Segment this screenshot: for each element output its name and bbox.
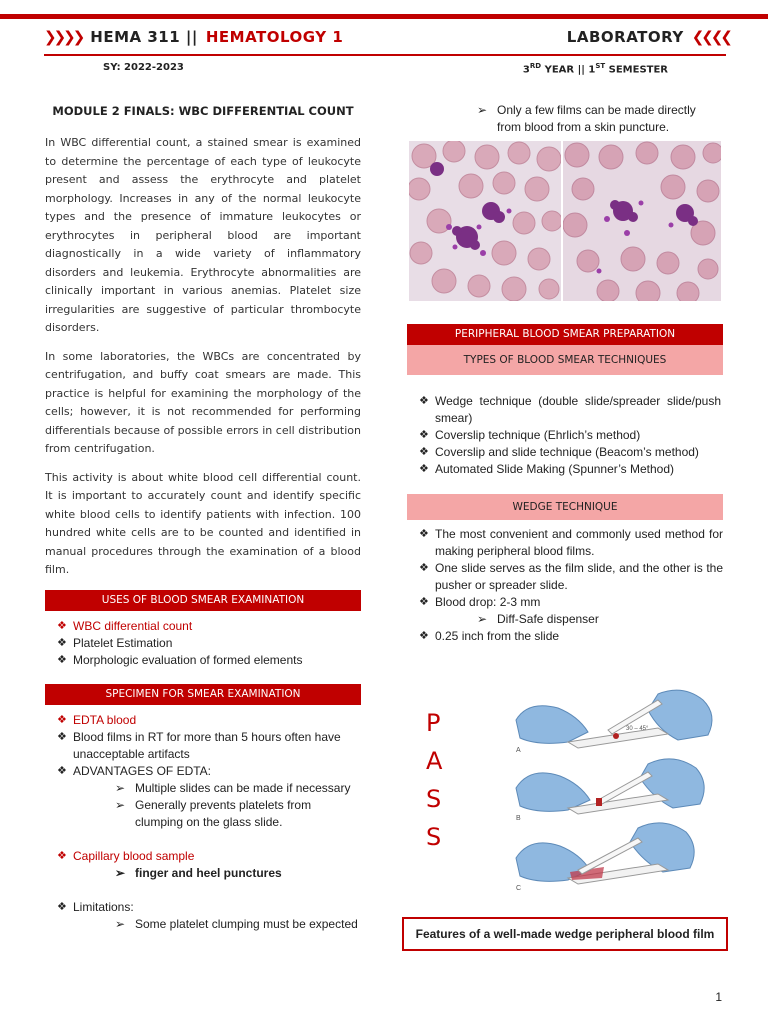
wedge-technique-illustration <box>508 680 728 895</box>
right-column <box>407 102 723 136</box>
chevrons-right-icon: ❯❯❯❯ <box>44 28 83 46</box>
figure-label-c: C <box>516 885 522 892</box>
diamond-bullet-icon: ❖ <box>57 764 67 777</box>
list-item: ❖ Limitations: <box>57 899 134 914</box>
list-item: ❖ The most convenient and commonly used method for making peripheral blood films. <box>419 527 723 558</box>
diamond-bullet-icon: ❖ <box>57 849 67 862</box>
limitations-sublist <box>45 916 361 933</box>
page-number: 1 <box>715 990 722 1004</box>
module-title: MODULE 2 FINALS: WBC DIFFERENTIAL COUNT <box>52 104 354 118</box>
list-item: ➢ Multiple slides can be made if necessary <box>115 780 351 795</box>
list-item: ❖ ADVANTAGES OF EDTA: <box>57 763 212 778</box>
arrow-bullet-icon: ➢ <box>115 780 126 795</box>
step-b-illustration <box>516 759 704 822</box>
section-title: LABORATORY <box>566 28 684 46</box>
diamond-bullet-icon: ❖ <box>57 713 67 726</box>
wedge-list <box>407 526 723 611</box>
list-item: ❖ Coverslip and slide technique (Beacom’s method) <box>419 445 699 459</box>
diamond-bullet-icon: ❖ <box>57 730 67 743</box>
dispenser-list <box>407 611 723 628</box>
diamond-bullet-icon: ❖ <box>419 630 429 642</box>
list-item: ➢ Some platelet clumping must be expected <box>115 916 358 931</box>
school-year: SY: 2022-2023 <box>103 62 184 73</box>
list-item: ❖ 0.25 inch from the slide <box>419 629 560 643</box>
specimen-banner: SPECIMEN FOR SMEAR EXAMINATION <box>45 684 361 705</box>
arrow-bullet-icon: ➢ <box>115 916 126 931</box>
capillary-list <box>45 848 361 865</box>
list-item: ❖ Blood films in RT for more than 5 hours often have unacceptable artifacts <box>57 729 341 761</box>
year-semester: 3RD YEAR || 1ST SEMESTER <box>522 62 668 76</box>
diamond-bullet-icon: ❖ <box>419 463 429 475</box>
buffy-coat-paragraph: In some laboratories, the WBCs are concentrated by centrifugation, and buffy coat smears are made. This practice is helpful for examining the morphology of the cells; however, it is not recommended for performing differentials because of possible errors in cell distribution from centrifugation. <box>45 349 361 455</box>
list-item: ❖ Morphologic evaluation of formed elements <box>57 652 303 667</box>
capillary-sublist <box>45 865 361 882</box>
limitations-list <box>45 899 361 916</box>
diamond-bullet-icon: ❖ <box>57 619 67 632</box>
diamond-bullet-icon: ❖ <box>419 429 429 441</box>
distance-list <box>407 628 723 645</box>
diamond-bullet-icon: ❖ <box>419 596 429 608</box>
features-caption-box: Features of a well-made wedge peripheral blood film <box>402 917 728 951</box>
activity-paragraph: This activity is about white blood cell differential count. It is important to accurately count and identify specific white blood cells to identify patients with infection. 100 hundred white cells are to be counted and identified in manual procedures through the examination of a blood film. <box>45 470 361 576</box>
blood-smear-micrograph-right <box>563 141 721 301</box>
diamond-bullet-icon: ❖ <box>419 395 429 407</box>
header-divider <box>44 54 726 56</box>
top-accent-bar <box>0 14 768 19</box>
diamond-bullet-icon: ❖ <box>57 900 67 913</box>
wedge-banner: WEDGE TECHNIQUE <box>407 494 723 520</box>
arrow-bullet-icon: ➢ <box>115 865 126 880</box>
blood-smear-micrograph-left <box>409 141 561 301</box>
advantages-list <box>45 780 361 831</box>
types-list <box>407 393 723 478</box>
films-note-list <box>407 102 723 136</box>
list-item: ❖ Automated Slide Making (Spunner’s Method) <box>419 462 675 476</box>
list-item: ❖ Blood drop: 2-3 mm <box>419 595 541 609</box>
diamond-bullet-icon: ❖ <box>57 636 67 649</box>
uses-list <box>45 618 361 669</box>
list-item: ❖ Platelet Estimation <box>57 635 173 650</box>
arrow-bullet-icon: ➢ <box>477 103 488 117</box>
types-banner: TYPES OF BLOOD SMEAR TECHNIQUES <box>407 345 723 375</box>
list-item: ❖ Coverslip technique (Ehrlich’s method) <box>419 428 641 442</box>
list-item: ❖ Capillary blood sample <box>57 848 195 863</box>
list-item: ➢ Only a few films can be made directly from blood from a skin puncture. <box>477 103 696 134</box>
list-item: ➢ Diff-Safe dispenser <box>477 612 599 626</box>
course-code: HEMA 311 || <box>90 28 198 46</box>
course-name: HEMATOLOGY 1 <box>205 28 344 46</box>
header-right <box>567 28 730 46</box>
intro-paragraph: In WBC differential count, a stained smear is examined to determine the percentage of each type of leukocyte present and assess the erythrocyte and platelet morphology. Increases in any of the normal leukocyte types and the presence of immature leukocytes or erythrocytes in peripheral blood are important diagnostically in a wide variety of inflammatory disorders and leukemia. Erythrocyte abnormalities are clinically important in various anemias. Platelet size irregularities are suggestive of particular thrombocyte disorders. <box>45 136 361 334</box>
pass-mnemonic: P A S S <box>426 709 443 851</box>
list-item: ➢ finger and heel punctures <box>115 865 282 880</box>
diamond-bullet-icon: ❖ <box>419 528 429 540</box>
diamond-bullet-icon: ❖ <box>419 446 429 458</box>
step-c-illustration <box>516 823 694 892</box>
list-item: ❖ WBC differential count <box>57 618 193 633</box>
right-lower <box>407 324 723 645</box>
left-column <box>45 104 361 933</box>
prep-banner: PERIPHERAL BLOOD SMEAR PREPARATION <box>407 324 723 345</box>
chevrons-left-icon: ❮❮❮❮ <box>691 28 730 46</box>
diamond-bullet-icon: ❖ <box>419 562 429 574</box>
arrow-bullet-icon: ➢ <box>477 612 488 626</box>
figure-label-a: A <box>516 747 521 754</box>
list-item: ❖ Wedge technique (double slide/spreader slide/push smear) <box>419 394 721 425</box>
list-item: ❖ EDTA blood <box>57 712 137 727</box>
svg-text:30 – 45°: 30 – 45° <box>626 726 649 732</box>
arrow-bullet-icon: ➢ <box>115 797 126 812</box>
list-item: ❖ One slide serves as the film slide, and the other is the pusher or spreader slide. <box>419 561 723 592</box>
step-a-illustration <box>516 690 712 754</box>
figure-label-b: B <box>516 815 521 822</box>
uses-banner: USES OF BLOOD SMEAR EXAMINATION <box>45 590 361 611</box>
header-left <box>44 28 343 46</box>
specimen-list <box>45 712 361 780</box>
diamond-bullet-icon: ❖ <box>57 653 67 666</box>
list-item: ➢ Generally prevents platelets from clumping on the glass slide. <box>115 797 312 829</box>
